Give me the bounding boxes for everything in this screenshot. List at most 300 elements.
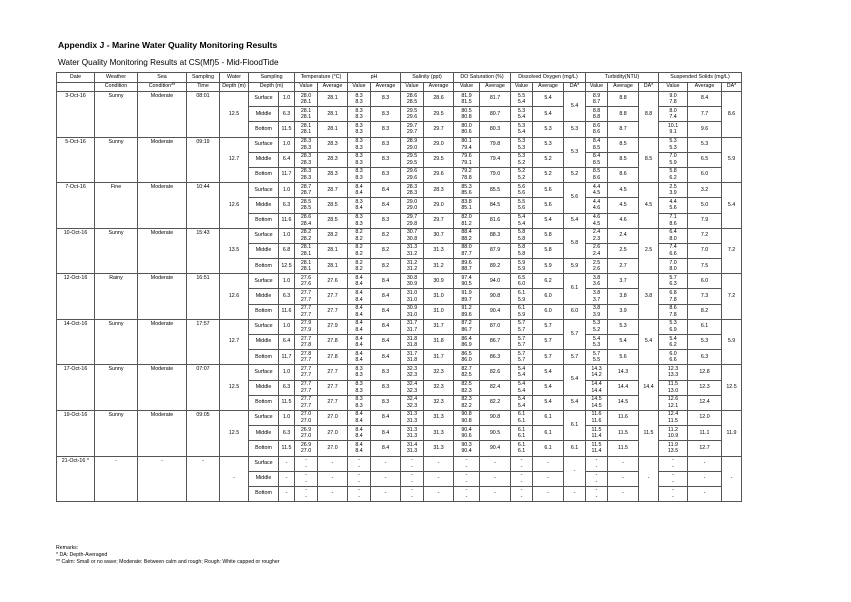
cell-temperature-values-reading-1: - — [305, 457, 307, 463]
cell-dissolved-oxygen-da: 6.1 — [564, 274, 586, 304]
cell-salinity-average: 29.5 — [424, 152, 454, 167]
cell-turbidity-values-reading-2: 11.4 — [591, 433, 602, 440]
cell-weather: Sunny — [95, 365, 138, 411]
cell-do-saturation-values — [454, 228, 480, 243]
cell-dissolved-oxygen-bottom-da: 6.1 — [564, 441, 586, 456]
cell-turbidity-values-reading-1: 4.6 — [592, 214, 601, 220]
cell-do-saturation-average: 81.7 — [480, 92, 511, 107]
cell-do-saturation-values-reading-1: 82.7 — [461, 365, 472, 372]
cell-ph-average: 8.2 — [371, 228, 401, 243]
cell-sampling-depth: 6.3 — [279, 426, 295, 441]
cell-dissolved-oxygen-values-reading-1: 5.4 — [517, 365, 526, 372]
cell-suspended-solids-values-reading-2: 6.3 — [669, 281, 677, 288]
cell-temperature-values-reading-2: 28.1 — [300, 99, 312, 106]
cell-dissolved-oxygen-bottom-da: 5.7 — [564, 350, 586, 365]
cell-temperature-values — [295, 137, 318, 152]
cell-do-saturation-values-reading-2: 86.0 — [461, 357, 472, 364]
cell-suspended-solids-values-reading-1: 6.4 — [669, 229, 677, 236]
header-sea: Sea — [138, 73, 187, 83]
cell-suspended-solids-values-reading-1: 7.1 — [669, 214, 677, 220]
cell-temperature-values-reading-2: 27.8 — [300, 342, 312, 349]
cell-turbidity-values-reading-1: 3.8 — [592, 305, 601, 312]
cell-temperature-average: 28.1 — [318, 122, 348, 137]
cell-sampling-depth: - — [279, 471, 295, 486]
cell-suspended-solids-values-reading-2: 7.8 — [669, 296, 677, 303]
cell-salinity-values — [401, 92, 424, 107]
cell-dissolved-oxygen-values-reading-2: 5.8 — [517, 235, 526, 242]
cell-suspended-solids-da: 5.4 — [722, 183, 742, 229]
cell-temperature-values-reading-2: 28.2 — [300, 235, 312, 242]
cell-ph-values-reading-1: 8.3 — [355, 168, 363, 175]
header-temp-value: Value — [295, 82, 318, 92]
cell-temperature-values — [295, 92, 318, 107]
cell-do-saturation-values-reading-2: 85.6 — [461, 190, 472, 197]
cell-ph-values-reading-2: 8.4 — [355, 418, 363, 425]
cell-turbidity-values — [586, 410, 608, 425]
cell-sea-condition: Moderate — [138, 137, 187, 183]
cell-salinity-values — [401, 486, 424, 501]
cell-suspended-solids-values-reading-2: 13.5 — [667, 448, 679, 455]
cell-suspended-solids-average: 6.3 — [688, 350, 722, 365]
cell-dissolved-oxygen-da: 5.4 — [564, 365, 586, 395]
cell-salinity-average: 28.3 — [424, 183, 454, 198]
cell-sampling-depth: - — [279, 456, 295, 471]
cell-weather: - — [95, 456, 138, 502]
cell-salinity-values-reading-1: 29.0 — [406, 198, 418, 205]
cell-ph-values — [348, 350, 371, 365]
cell-do-saturation-average: 87.9 — [480, 243, 511, 258]
cell-sea-condition: Moderate — [138, 183, 187, 229]
cell-ph-values-reading-2: - — [358, 478, 360, 485]
cell-temperature-values-reading-1: 28.5 — [300, 198, 312, 205]
cell-salinity-average: 31.3 — [424, 243, 454, 258]
cell-suspended-solids-average: 5.3 — [688, 335, 722, 350]
header-water-depth-unit: Depth (m) — [220, 82, 249, 92]
cell-salinity-values-reading-2: 29.7 — [406, 129, 418, 136]
cell-dissolved-oxygen-values-reading-2: - — [520, 478, 523, 485]
cell-temperature-values — [295, 198, 318, 213]
cell-level-name: Bottom — [249, 122, 279, 137]
cell-do-saturation-values-reading-1: 82.0 — [461, 214, 472, 220]
cell-dissolved-oxygen-bottom-da: 5.4 — [564, 213, 586, 228]
cell-ph-values-reading-1: 8.4 — [355, 441, 363, 448]
cell-do-saturation-values-reading-1: 80.0 — [461, 122, 472, 129]
cell-suspended-solids-average: 12.8 — [688, 365, 722, 380]
cell-ph-average: 8.2 — [371, 259, 401, 274]
cell-dissolved-oxygen-values-reading-2: 6.1 — [517, 433, 526, 440]
cell-temperature-values-reading-1: 27.7 — [300, 381, 312, 388]
cell-turbidity-values — [586, 92, 608, 107]
cell-salinity-average: 31.2 — [424, 259, 454, 274]
cell-dissolved-oxygen-average: 6.2 — [533, 274, 564, 289]
cell-temperature-values-reading-2: 28.3 — [300, 159, 312, 166]
cell-dissolved-oxygen-bottom-da: 5.2 — [564, 167, 586, 182]
cell-suspended-solids-values — [659, 471, 688, 486]
table-row — [57, 92, 742, 107]
cell-sampling-depth: 6.4 — [279, 152, 295, 167]
cell-do-saturation-values-reading-1: 81.9 — [461, 92, 472, 99]
cell-salinity-average: - — [424, 456, 454, 471]
cell-ph-values-reading-1: 8.3 — [355, 365, 363, 372]
cell-salinity-values-reading-1: 30.7 — [406, 229, 418, 236]
cell-salinity-values-reading-1: 31.4 — [406, 441, 418, 448]
cell-dissolved-oxygen-average: 5.4 — [533, 365, 564, 380]
cell-temperature-average: 27.6 — [318, 274, 348, 289]
cell-suspended-solids-values-reading-1: 7.4 — [669, 244, 677, 251]
cell-ph-values-reading-1: 8.3 — [355, 138, 363, 145]
cell-temperature-average: 27.7 — [318, 395, 348, 410]
cell-do-saturation-average: 86.7 — [480, 335, 511, 350]
cell-suspended-solids-values-reading-2: 13.0 — [667, 387, 679, 394]
header-turbidity: Turbidity(NTU) — [586, 73, 659, 83]
header-sea-condition: Condition** — [138, 82, 187, 92]
cell-sampling-depth: 6.4 — [279, 335, 295, 350]
header-dos-value: Value — [454, 82, 480, 92]
cell-dissolved-oxygen-average: 6.0 — [533, 289, 564, 304]
cell-salinity-values — [401, 304, 424, 319]
cell-do-saturation-values — [454, 441, 480, 456]
header-temperature: Temperature (°C) — [295, 73, 348, 83]
cell-temperature-average: 27.7 — [318, 365, 348, 380]
cell-sampling-depth: 12.5 — [279, 259, 295, 274]
cell-salinity-values — [401, 319, 424, 334]
cell-turbidity-values — [586, 471, 608, 486]
cell-turbidity-values-reading-1: 2.5 — [592, 259, 601, 266]
cell-temperature-values — [295, 410, 318, 425]
cell-level-name: Middle — [249, 289, 279, 304]
cell-turbidity-da: 5.4 — [639, 319, 659, 365]
cell-suspended-solids-average: 5.0 — [688, 198, 722, 213]
cell-turbidity-values-reading-1: 14.4 — [591, 381, 602, 388]
cell-suspended-solids-values — [659, 228, 688, 243]
cell-suspended-solids-values-reading-1: 8.6 — [669, 305, 677, 312]
cell-dissolved-oxygen-values — [511, 365, 533, 380]
cell-sampling-depth: 6.3 — [279, 198, 295, 213]
cell-turbidity-values-reading-2: 8.5 — [592, 144, 601, 151]
cell-ph-values-reading-1: - — [358, 472, 360, 479]
cell-ph-average: 8.4 — [371, 304, 401, 319]
cell-do-saturation-values — [454, 107, 480, 122]
cell-temperature-values-reading-2: 27.7 — [300, 402, 312, 409]
cell-level-name: Middle — [249, 380, 279, 395]
table-subtitle: Water Quality Monitoring Results at CS(Mf)5 - Mid-FloodTide — [58, 58, 279, 67]
cell-ph-values — [348, 152, 371, 167]
cell-do-saturation-values — [454, 213, 480, 228]
cell-dissolved-oxygen-values — [511, 456, 533, 471]
cell-do-saturation-values-reading-1: 79.2 — [461, 168, 472, 175]
cell-ph-values-reading-2: 8.3 — [355, 114, 363, 121]
header-temp-average: Average — [318, 82, 348, 92]
cell-ph-values-reading-1: 8.3 — [355, 122, 363, 129]
cell-suspended-solids-values-reading-2: 13.3 — [667, 372, 679, 379]
cell-turbidity-values-reading-2: 5.5 — [592, 357, 601, 364]
cell-turbidity-da: 4.5 — [639, 183, 659, 229]
cell-turbidity-average: 11.5 — [608, 441, 639, 456]
cell-dissolved-oxygen-values — [511, 350, 533, 365]
cell-sampling-depth: 11.6 — [279, 304, 295, 319]
cell-date: 7-Oct-16 — [57, 183, 95, 229]
cell-salinity-values-reading-2: 31.8 — [406, 342, 418, 349]
cell-temperature-values-reading-1: 28.0 — [300, 92, 312, 99]
cell-suspended-solids-values-reading-1: 9.0 — [669, 92, 677, 99]
cell-turbidity-values-reading-2: 11.6 — [591, 418, 602, 425]
cell-turbidity-values — [586, 395, 608, 410]
cell-temperature-values-reading-1: 27.0 — [300, 411, 312, 418]
cell-turbidity-average: 4.5 — [608, 198, 639, 213]
cell-ph-average: 8.3 — [371, 380, 401, 395]
cell-dissolved-oxygen-bottom-da: 5.4 — [564, 395, 586, 410]
cell-ph-values — [348, 456, 371, 471]
cell-ph-values — [348, 167, 371, 182]
cell-salinity-average: 29.0 — [424, 137, 454, 152]
cell-dissolved-oxygen-values-reading-2: 5.7 — [517, 326, 526, 333]
cell-do-saturation-values-reading-1: 86.5 — [461, 350, 472, 357]
cell-ph-values-reading-1: 8.2 — [355, 259, 363, 266]
cell-ph-values-reading-2: 8.3 — [355, 144, 363, 151]
cell-do-saturation-values — [454, 380, 480, 395]
remarks-heading: Remarks: — [56, 545, 79, 551]
table-row — [57, 319, 742, 334]
cell-dissolved-oxygen-values-reading-1: 5.3 — [517, 153, 526, 160]
cell-dissolved-oxygen-values — [511, 92, 533, 107]
cell-suspended-solids-values — [659, 213, 688, 228]
cell-turbidity-average: 11.6 — [608, 410, 639, 425]
cell-suspended-solids-values — [659, 274, 688, 289]
cell-dissolved-oxygen-average: - — [533, 471, 564, 486]
table-row — [57, 410, 742, 425]
cell-temperature-values — [295, 213, 318, 228]
cell-suspended-solids-values — [659, 456, 688, 471]
cell-dissolved-oxygen-average: 5.4 — [533, 92, 564, 107]
cell-dissolved-oxygen-average: 6.1 — [533, 410, 564, 425]
cell-temperature-average: 28.5 — [318, 213, 348, 228]
cell-temperature-values — [295, 426, 318, 441]
cell-ph-values-reading-2: 8.3 — [355, 99, 363, 106]
cell-ph-values-reading-1: 8.3 — [355, 198, 363, 205]
cell-salinity-values-reading-2: 32.3 — [406, 372, 418, 379]
cell-do-saturation-values-reading-1: 82.5 — [461, 381, 472, 388]
cell-ph-average: 8.4 — [371, 441, 401, 456]
cell-temperature-values — [295, 486, 318, 501]
cell-salinity-values-reading-1: - — [411, 487, 413, 494]
cell-temperature-values-reading-1: 28.1 — [300, 259, 312, 266]
cell-temperature-average: 27.0 — [318, 410, 348, 425]
cell-turbidity-da: - — [639, 456, 659, 502]
cell-turbidity-values — [586, 304, 608, 319]
cell-turbidity-values-reading-1: 3.8 — [592, 289, 601, 296]
cell-salinity-values — [401, 259, 424, 274]
cell-turbidity-values-reading-1: 8.6 — [592, 122, 601, 129]
cell-salinity-values — [401, 107, 424, 122]
cell-temperature-values-reading-1: - — [305, 487, 307, 494]
cell-temperature-average: 27.9 — [318, 319, 348, 334]
cell-ph-values-reading-2: 8.3 — [355, 372, 363, 379]
cell-temperature-average: - — [318, 486, 348, 501]
cell-dissolved-oxygen-average: 5.7 — [533, 319, 564, 334]
cell-temperature-average: 28.3 — [318, 152, 348, 167]
cell-dissolved-oxygen-values-reading-1: 5.4 — [517, 396, 526, 403]
cell-temperature-average: 28.5 — [318, 198, 348, 213]
cell-sampling-time: 15:43 — [187, 228, 220, 274]
cell-ph-values-reading-2: 8.4 — [355, 205, 363, 212]
cell-salinity-average: 31.7 — [424, 319, 454, 334]
cell-do-saturation-average: 90.4 — [480, 441, 511, 456]
cell-salinity-values-reading-1: 31.3 — [406, 411, 418, 418]
cell-level-name: Bottom — [249, 441, 279, 456]
cell-salinity-average: 29.7 — [424, 213, 454, 228]
cell-salinity-average: 32.3 — [424, 395, 454, 410]
cell-dissolved-oxygen-values-reading-2: 5.8 — [517, 250, 526, 257]
cell-suspended-solids-values-reading-2: 12.1 — [667, 402, 679, 409]
cell-turbidity-values-reading-2: 8.6 — [592, 175, 601, 182]
cell-temperature-values-reading-2: - — [305, 463, 307, 470]
cell-suspended-solids-values — [659, 441, 688, 456]
cell-turbidity-values-reading-2: 8.7 — [592, 99, 601, 106]
cell-date: 14-Oct-16 — [57, 319, 95, 365]
cell-turbidity-da: 8.8 — [639, 92, 659, 138]
cell-temperature-values — [295, 350, 318, 365]
cell-sea-condition: - — [138, 456, 187, 502]
cell-do-saturation-values-reading-1: 87.2 — [461, 320, 472, 327]
cell-temperature-values-reading-2: 28.7 — [300, 190, 312, 197]
cell-turbidity-values — [586, 137, 608, 152]
cell-salinity-values-reading-1: 29.5 — [406, 107, 418, 114]
cell-temperature-values — [295, 456, 318, 471]
cell-salinity-values-reading-2: - — [411, 478, 413, 485]
cell-dissolved-oxygen-average: 5.7 — [533, 350, 564, 365]
cell-do-saturation-values-reading-1: 90.4 — [461, 426, 472, 433]
cell-do-saturation-average: 84.5 — [480, 198, 511, 213]
cell-do-saturation-average: - — [480, 456, 511, 471]
cell-dissolved-oxygen-da: - — [564, 456, 586, 486]
cell-salinity-average: 30.9 — [424, 274, 454, 289]
cell-do-saturation-values-reading-2: 82.3 — [461, 387, 472, 394]
cell-dissolved-oxygen-values-reading-2: 5.7 — [517, 342, 526, 349]
cell-turbidity-values-reading-2: 14.4 — [591, 387, 602, 394]
cell-dissolved-oxygen-values — [511, 426, 533, 441]
cell-suspended-solids-da: 5.9 — [722, 137, 742, 183]
cell-ph-average: 8.4 — [371, 410, 401, 425]
cell-dissolved-oxygen-values-reading-2: 5.4 — [517, 129, 526, 136]
cell-ph-average: 8.3 — [371, 107, 401, 122]
cell-turbidity-average: 8.7 — [608, 122, 639, 137]
cell-do-saturation-values — [454, 426, 480, 441]
cell-do-saturation-values-reading-2: 81.2 — [461, 220, 472, 227]
cell-ph-values-reading-1: 8.4 — [355, 183, 363, 190]
cell-do-saturation-values-reading-2: - — [465, 463, 468, 470]
cell-turbidity-average: 8.5 — [608, 152, 639, 167]
cell-ph-average: 8.4 — [371, 335, 401, 350]
cell-temperature-average: 27.7 — [318, 304, 348, 319]
cell-salinity-values — [401, 365, 424, 380]
header-weather-condition: Condition — [95, 82, 138, 92]
cell-dissolved-oxygen-values-reading-1: 5.9 — [517, 259, 526, 266]
cell-level-name: Bottom — [249, 486, 279, 501]
cell-salinity-values-reading-2: 31.3 — [406, 433, 418, 440]
header-do-value: Value — [511, 82, 533, 92]
cell-do-saturation-values — [454, 198, 480, 213]
cell-temperature-values-reading-1: 27.6 — [300, 274, 312, 281]
cell-ph-average: 8.4 — [371, 289, 401, 304]
cell-temperature-values-reading-2: - — [305, 493, 307, 500]
cell-sampling-depth: 1.0 — [279, 319, 295, 334]
cell-do-saturation-values-reading-2: 80.6 — [461, 129, 472, 136]
cell-dissolved-oxygen-values-reading-1: 5.7 — [517, 320, 526, 327]
cell-ph-values-reading-2: 8.4 — [355, 281, 363, 288]
cell-do-saturation-values-reading-2: 87.7 — [461, 250, 472, 257]
cell-suspended-solids-average: 3.2 — [688, 183, 722, 198]
cell-salinity-average: 31.0 — [424, 304, 454, 319]
cell-do-saturation-average: 79.0 — [480, 167, 511, 182]
cell-salinity-average: 31.7 — [424, 350, 454, 365]
cell-salinity-values-reading-1: 31.0 — [406, 289, 418, 296]
cell-do-saturation-values-reading-2: 85.1 — [461, 205, 472, 212]
cell-do-saturation-average: 87.0 — [480, 319, 511, 334]
cell-suspended-solids-average: 11.1 — [688, 426, 722, 441]
cell-dissolved-oxygen-values-reading-1: 5.8 — [517, 244, 526, 251]
cell-turbidity-values-reading-1: 5.4 — [592, 335, 601, 342]
cell-turbidity-average: 4.6 — [608, 213, 639, 228]
cell-do-saturation-average: 82.4 — [480, 380, 511, 395]
cell-dissolved-oxygen-values-reading-2: 5.2 — [517, 159, 526, 166]
cell-suspended-solids-average: 6.1 — [688, 319, 722, 334]
cell-dissolved-oxygen-da: 5.8 — [564, 228, 586, 258]
cell-salinity-values-reading-1: 32.4 — [406, 381, 418, 388]
cell-dissolved-oxygen-average: - — [533, 486, 564, 501]
cell-dissolved-oxygen-values-reading-1: 5.5 — [517, 92, 526, 99]
cell-dissolved-oxygen-values-reading-2: 6.1 — [517, 448, 526, 455]
cell-turbidity-values — [586, 486, 608, 501]
cell-dissolved-oxygen-bottom-da: 6.0 — [564, 304, 586, 319]
cell-salinity-values — [401, 289, 424, 304]
cell-suspended-solids-values — [659, 92, 688, 107]
cell-suspended-solids-values-reading-1: 5.3 — [669, 138, 677, 145]
cell-suspended-solids-values-reading-1: 5.4 — [669, 335, 677, 342]
cell-suspended-solids-average: 8.2 — [688, 304, 722, 319]
cell-turbidity-da: 8.5 — [639, 137, 659, 183]
cell-ph-values-reading-1: - — [358, 457, 360, 463]
cell-dissolved-oxygen-average: 6.1 — [533, 441, 564, 456]
cell-sampling-time: 17:57 — [187, 319, 220, 365]
cell-suspended-solids-values-reading-2: 9.1 — [669, 129, 677, 136]
cell-turbidity-values-reading-2: 8.5 — [592, 159, 601, 166]
cell-suspended-solids-average: 6.0 — [688, 167, 722, 182]
cell-suspended-solids-values — [659, 304, 688, 319]
cell-sampling-time: 08:01 — [187, 92, 220, 138]
cell-ph-average: 8.4 — [371, 198, 401, 213]
cell-dissolved-oxygen-da: 5.3 — [564, 137, 586, 167]
cell-salinity-values-reading-1: 28.6 — [406, 92, 418, 99]
cell-date: 17-Oct-16 — [57, 365, 95, 411]
cell-salinity-values-reading-2: 31.3 — [406, 448, 418, 455]
cell-ph-values — [348, 183, 371, 198]
cell-salinity-values-reading-1: 28.3 — [406, 183, 418, 190]
cell-salinity-values-reading-1: 31.7 — [406, 350, 418, 357]
cell-turbidity-values-reading-2: 5.2 — [592, 326, 601, 333]
cell-suspended-solids-values — [659, 198, 688, 213]
cell-dissolved-oxygen-average: 5.4 — [533, 107, 564, 122]
cell-temperature-values — [295, 167, 318, 182]
cell-ph-values — [348, 441, 371, 456]
cell-temperature-average: 27.7 — [318, 289, 348, 304]
header-date-cont — [57, 82, 95, 92]
cell-do-saturation-average: 82.6 — [480, 365, 511, 380]
cell-turbidity-values-reading-1: 3.8 — [592, 274, 601, 281]
cell-salinity-values — [401, 471, 424, 486]
cell-suspended-solids-values-reading-1: 11.2 — [668, 426, 678, 433]
cell-suspended-solids-values-reading-2: 10.9 — [667, 433, 679, 440]
cell-level-name: Bottom — [249, 350, 279, 365]
